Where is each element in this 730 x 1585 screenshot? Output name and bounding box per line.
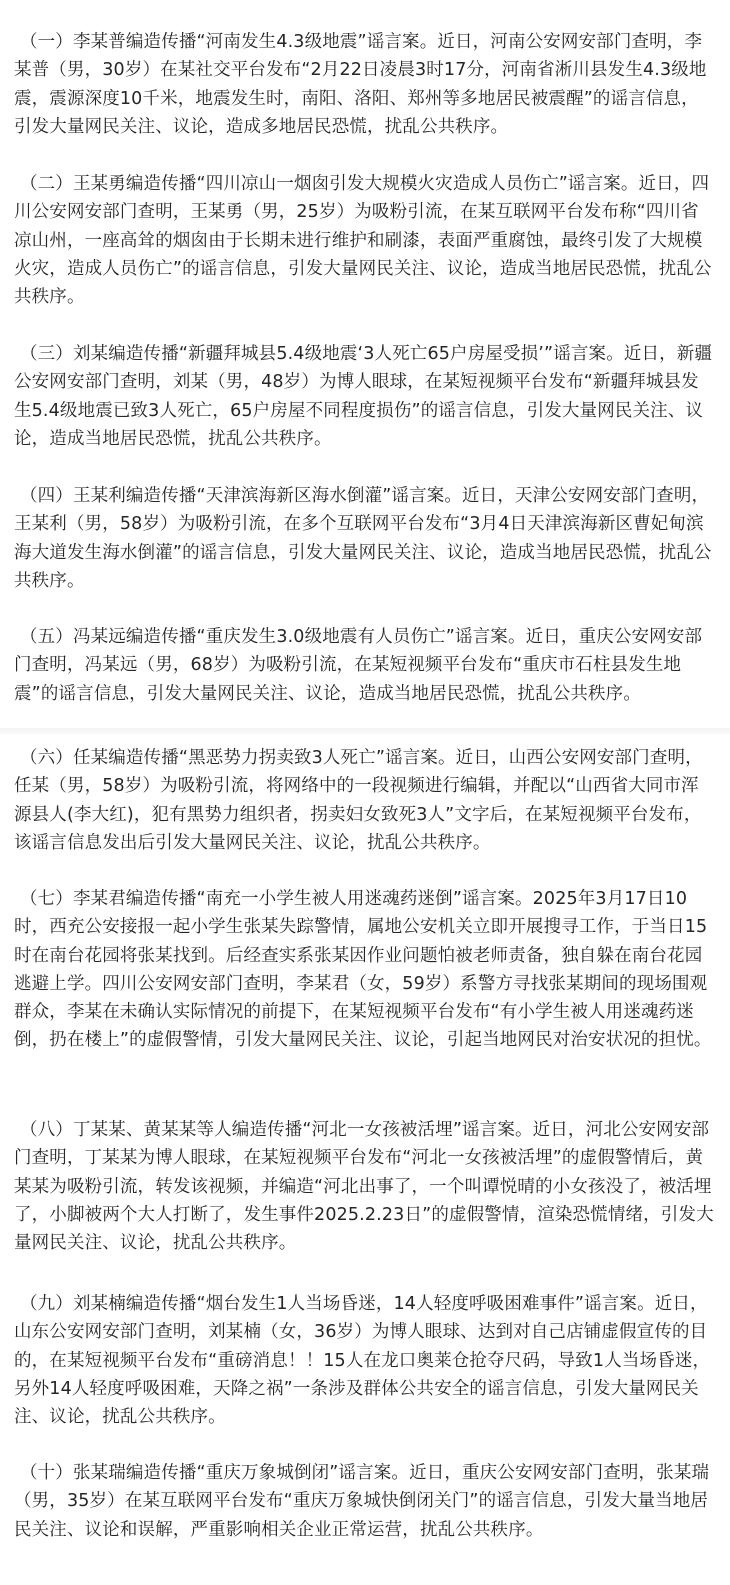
case-paragraph-3: （三）刘某编造传播“新疆拜城县5.4级地震‘3人死亡65户房屋受损’”谣言案。近日，新疆公安网安部门查明，刘某（男，48岁）为博人眼球，在某短视频平台发布“新疆拜城县发生5.4级地震已致3人死亡，65户房屋不同程度损伤”的谣言信息，引发大量网民关注、议论，造成当地居民恐慌，扰乱公共秩序。	[14, 344, 713, 449]
case-paragraph-5: （五）冯某远编造传播“重庆发生3.0级地震有人员伤亡”谣言案。近日，重庆公安网安部门查明，冯某远（男，68岁）为吸粉引流，在某短视频平台发布“重庆市石柱县发生地震”的谣言信息，引发大量网民关注、议论，造成当地居民恐慌，扰乱公共秩序。	[14, 627, 703, 704]
case-paragraph-1: （一）李某普编造传播“河南发生4.3级地震”谣言案。近日，河南公安网安部门查明，李某普（男，30岁）在某社交平台发布“2月22日凌晨3时17分，河南省淅川县发生4.3级地震，震源深度10千米，地震发生时，南阳、洛阳、郑州等多地居民被震醒”的谣言信息，引发大量网民关注、议论，造成多地居民恐慌，扰乱公共秩序。	[14, 32, 707, 137]
case-paragraph-8: （八）丁某某、黄某某等人编造传播“河北一女孩被活埋”谣言案。近日，河北公安网安部门查明，丁某某为博人眼球，在某短视频平台发布“河北一女孩被活埋”的虚假警情后，黄某某为吸粉引流，转发该视频，并编造“河北出事了，一个叫谭悦晴的小女孩没了，被活埋了，小脚被两个大人打断了，发生事件2025.2.23日”的虚假警情，渲染恐慌情绪，引发大量网民关注、议论，扰乱公共秩序。	[14, 1120, 714, 1254]
case-paragraph-7: （七）李某君编造传播“南充一小学生被人用迷魂药迷倒”谣言案。2025年3月17日10时，西充公安接报一起小学生张某失踪警情，属地公安机关立即开展搜寻工作，于当日15时在南台花园将张某找到。后经查实系张某因作业问题怕被老师责备，独自躲在南台花园逃避上学。四川公安网安部门查明，李某君（女，59岁）系警方寻找张某期间的现场围观群众，李某在未确认实际情况的前提下，在某短视频平台发布“有小学生被人用迷魂药迷倒，扔在楼上”的虚假警情，引发大量网民关注、议论，引起当地网民对治安状况的担忧。	[14, 889, 712, 1051]
case-paragraph-2: （二）王某勇编造传播“四川凉山一烟囱引发大规模火灾造成人员伤亡”谣言案。近日，四川公安网安部门查明，王某勇（男，25岁）为吸粉引流，在某互联网平台发布称“四川省凉山州，一座高耸的烟囱由于长期未进行维护和刷漆，表面严重腐蚀，最终引发了大规模火灾，造成人员伤亡”的谣言信息，引发大量网民关注、议论，造成当地居民恐慌，扰乱公共秩序。	[14, 174, 712, 308]
section-divider	[0, 728, 730, 734]
case-paragraph-9: （九）刘某楠编造传播“烟台发生1人当场昏迷，14人轻度呼吸困难事件”谣言案。近日，山东公安网安部门查明，刘某楠（女，36岁）为博人眼球、达到对自己店铺虚假宣传的目的，在某短视频平台发布“重磅消息！！15人在龙口奥莱仓抢夺尺码，导致1人当场昏迷，另外14人轻度呼吸困难，天降之祸”一条涉及群体公共安全的谣言信息，引发大量网民关注、议论，扰乱公共秩序。	[14, 1294, 711, 1428]
case-paragraph-6: （六）任某编造传播“黑恶势力拐卖致3人死亡”谣言案。近日，山西公安网安部门查明，任某（男，58岁）为吸粉引流，将网络中的一段视频进行编辑，并配以“山西省大同市浑源县人(李大红)，犯有黑势力组织者，拐卖妇女致死3人”文字后，在某短视频平台发布，该谣言信息发出后引发大量网民关注、议论，扰乱公共秩序。	[14, 748, 703, 853]
case-paragraph-4: （四）王某利编造传播“天津滨海新区海水倒灌”谣言案。近日，天津公安网安部门查明，王某利（男，58岁）为吸粉引流，在多个互联网平台发布“3月4日天津滨海新区曹妃甸滨海大道发生海水倒灌”的谣言信息，引发大量网民关注、议论，造成当地居民恐慌，扰乱公共秩序。	[14, 486, 712, 591]
case-paragraph-10: （十）张某瑞编造传播“重庆万象城倒闭”谣言案。近日，重庆公安网安部门查明，张某瑞（男，35岁）在某互联网平台发布“重庆万象城快倒闭关门”的谣言信息，引发大量当地居民关注、议论和误解，严重影响相关企业正常运营，扰乱公共秩序。	[14, 1463, 710, 1540]
